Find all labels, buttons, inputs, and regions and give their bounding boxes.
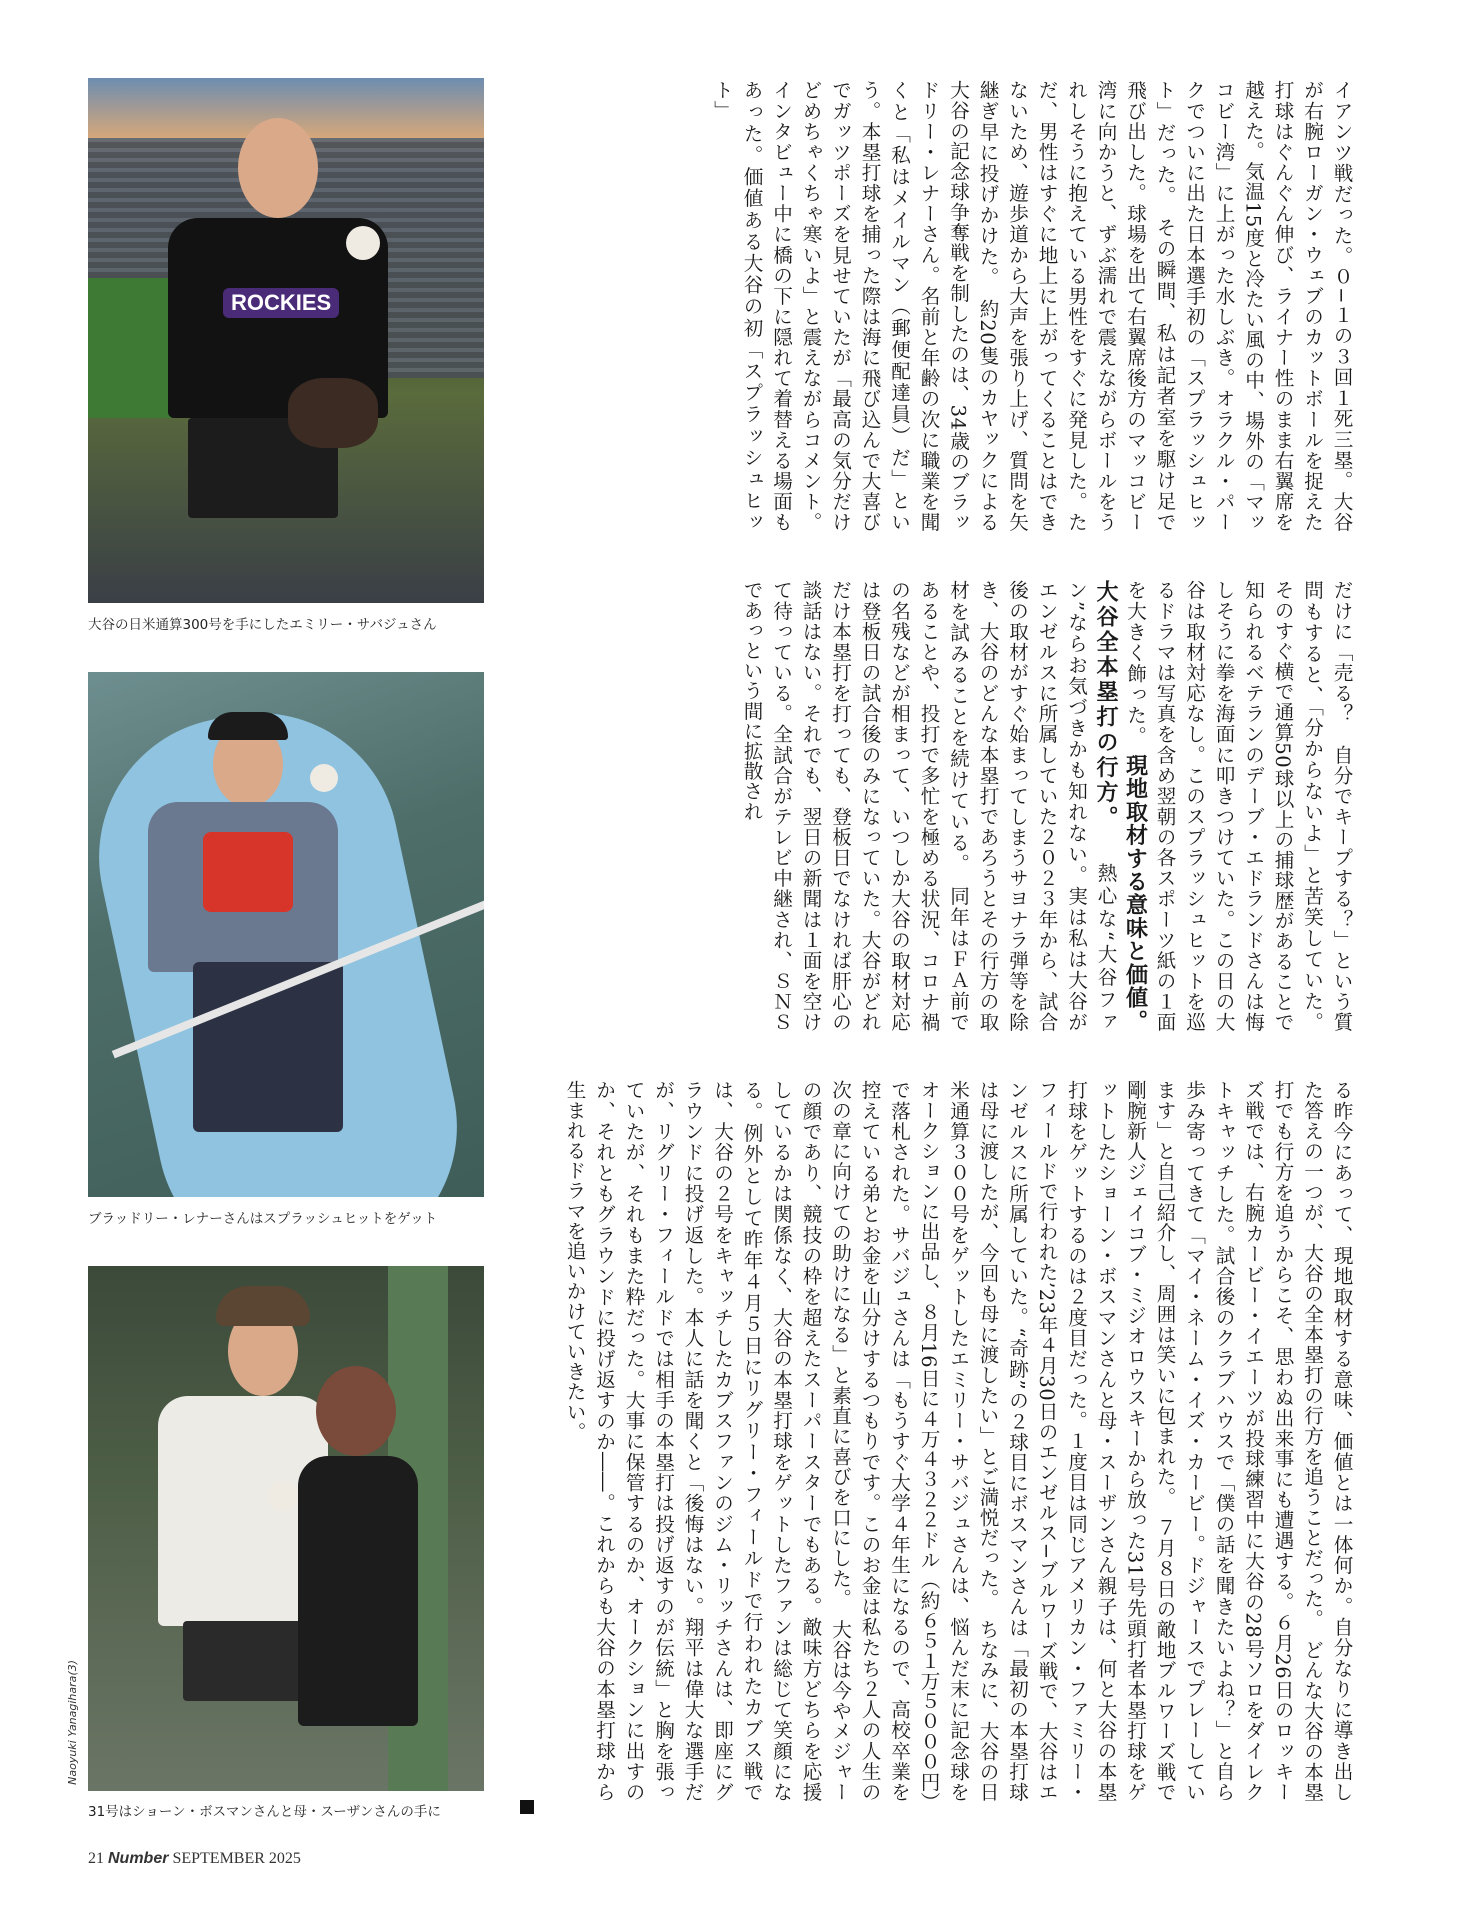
article-block-3 bbox=[496, 1080, 1356, 1802]
article-text: だけに「売る？ 自分でキープする？」という質問もすると、「分からないよ」と苦笑していた。そのすぐ横で通算50球以上の捕球歴があることで知られるベテランのデーブ・エドランドさんは悔しそうに拳を海面に叩きつけていた。この日の大谷は取材対応なし。このスプラッシュヒットを巡るドラマは写真を含め翌朝の各スポーツ紙の１面を大きく飾った。 bbox=[1123, 580, 1353, 1032]
photo-bradley-renner-kayak bbox=[88, 672, 484, 1197]
photo-sean-bosman-and-mother bbox=[88, 1266, 484, 1791]
photo-credit: Naoyuki Yanagihara(3) bbox=[66, 1660, 79, 1785]
end-mark bbox=[520, 1800, 534, 1814]
article-block-1 bbox=[496, 80, 1356, 532]
article-text: イアンツ戦だった。０−１の３回１死三塁。大谷が右腕ローガン・ウェブのカットボールを捉えた打球はぐんぐん伸び、ライナー性のまま右翼席を越えた。気温15度と冷たい風の中、場外の「マッコビー湾」に上がった水しぶき。オラクル・パークでついに出た日本選手初の「スプラッシュヒット」だった。 その瞬間、私は記者室を駆け足で飛び出した。球場を出て右翼席後方のマッコビー湾に向かうと、ずぶ濡れで震えながらボールをうれしそうに抱えている男性をすぐに発見した。ただ、男性はすぐに地上に上がってくることはできないため、遊歩道から大声を張り上げ、質問を矢継ぎ早に投げかけた。 約20隻のカヤックによる大谷の記念球争奪戦を制したのは、34歳のブラッドリー・レナーさん。名前と年齢の次に職業を聞くと「私はメイルマン（郵便配達員）だ」という。本塁打球を捕った際は海に飛び込んで大喜びでガッツポーズを見せていたが「最高の気分だけどめちゃくちゃ寒いよ」と震えながらコメント。インタビュー中に橋の下に隠れて着替える場面もあった。価値ある大谷の初「スプラッシュヒット」 bbox=[710, 80, 1353, 532]
outfield-grass bbox=[88, 278, 178, 418]
photo-caption: ブラッドリー・レナーさんはスプラッシュヒットをゲット bbox=[88, 1211, 438, 1227]
issue-date: SEPTEMBER 2025 bbox=[172, 1850, 301, 1867]
photo-caption: 大谷の日米通算300号を手にしたエミリー・サバジュさん bbox=[88, 617, 437, 633]
person-head bbox=[238, 118, 318, 218]
section-heading: 現地取材する意味と価値。大谷全本塁打の行方。 bbox=[1093, 580, 1148, 1032]
article-text: 熱心な“大谷ファン”ならお気づきかも知れない。実は私は大谷がエンゼルスに所属していた２０２３年から、試合後の取材がすぐ始まってしまうサヨナラ弾等を除き、大谷のどんな本塁打であろうとその行方の取材を試みることを続けている。 同年はＦＡ前であることや、投打で多忙を極める状況、コロナ禍の名残などが相まって、いつしか大谷の取材対応は登板日の試合後のみになっていた。大谷がどれだけ本塁打を打っても、登板日でなければ肝心の談話はない。それでも、翌日の新聞は１面を空けて待っている。全試合がテレビ中継され、ＳＮＳであっという間に拡散され bbox=[740, 580, 1117, 1033]
photo-emily-sabaju bbox=[88, 78, 484, 603]
mother-head bbox=[316, 1366, 396, 1456]
son-shorts bbox=[183, 1621, 313, 1701]
glove-hat bbox=[216, 1286, 310, 1326]
life-vest bbox=[203, 832, 293, 912]
page-number: 21 bbox=[88, 1850, 104, 1867]
cap bbox=[208, 712, 288, 740]
baseball bbox=[310, 764, 338, 792]
baseball bbox=[346, 226, 380, 260]
page-footer bbox=[88, 1850, 301, 1868]
article-block-2 bbox=[496, 580, 1356, 1032]
baseball bbox=[268, 1481, 298, 1511]
person-jacket bbox=[148, 802, 338, 972]
mother-dress bbox=[298, 1456, 418, 1726]
article-text: る昨今にあって、現地取材する意味、価値とは一体何か。自分なりに導き出した答えの一つが、大谷の全本塁打の行方を追うことだった。 どんな大谷の本塁打でも行方を追うからこそ、思わぬ出来事にも遭遇する。６月26日のロッキーズ戦では、右腕カービー・イエーツが投球練習中に大谷の28号ソロをダイレクトキャッチした。試合後のクラブハウスで「僕の話を聞きたいよね？」と自ら歩み寄ってきて「マイ・ネーム・イズ・カービー。ドジャースでプレーしています」と自己紹介し、周囲は笑いに包まれた。 ７月８日の敵地ブルワーズ戦で剛腕新人ジェイコブ・ミジオロウスキーから放った31号先頭打者本塁打球をゲットしたショーン・ボスマンさんと母・スーザンさん親子は、何と大谷の本塁打球をゲットするのは２度目だった。１度目は同じアメリカン・ファミリー・フィールドで行われた’23年４月30日のエンゼルス−ブルワーズ戦で、大谷はエンゼルスに所属していた。“奇跡”の２球目にボスマンさんは「最初の本塁打球は母に渡したが、今回も母に渡したい」とご満悦だった。 ちなみに、大谷の日米通算３００号をゲットしたエミリー・サバジュさんは、悩んだ末に記念球をオークションに出品し、８月16日に４万４３２２ドル（約６５１万５０００円）で落札された。サバジュさんは「もうすぐ大学４年生になるので、高校卒業を控えている弟とお金を山分けするつもりです。このお金は私たち２人の人生の次の章に向けての助けになる」と素直に喜びを口にした。 大谷は今やメジャーの顔であり、競技の枠を超えたスーパースターでもある。敵味方どちらを応援しているかは関係なく、大谷の本塁打球をゲットしたファンは総じて笑顔になる。例外として昨年４月５日にリグリー・フィールドで行われたカブス戦では、大谷の２号をキャッチしたカブスファンのジム・リッチさんは、即座にグラウンドに投げ返した。本人に話を聞くと「後悔はない。翔平は偉大な選手だが、リグリー・フィールドでは相手の本塁打は投げ返すのが伝統」と胸を張っていたが、それもまた粋だった。大事に保管するのか、オークションに出すのか、それともグラウンドに投げ返すのか――。これからも大谷の本塁打球から生まれるドラマを追いかけていきたい。 bbox=[563, 1080, 1353, 1802]
shirt-logo: ROCKIES bbox=[223, 288, 339, 318]
photo-caption: 31号はショーン・ボスマンさんと母・スーザンさんの手に bbox=[88, 1804, 441, 1820]
baseball-glove bbox=[288, 378, 378, 448]
magazine-brand: Number bbox=[108, 1850, 169, 1867]
